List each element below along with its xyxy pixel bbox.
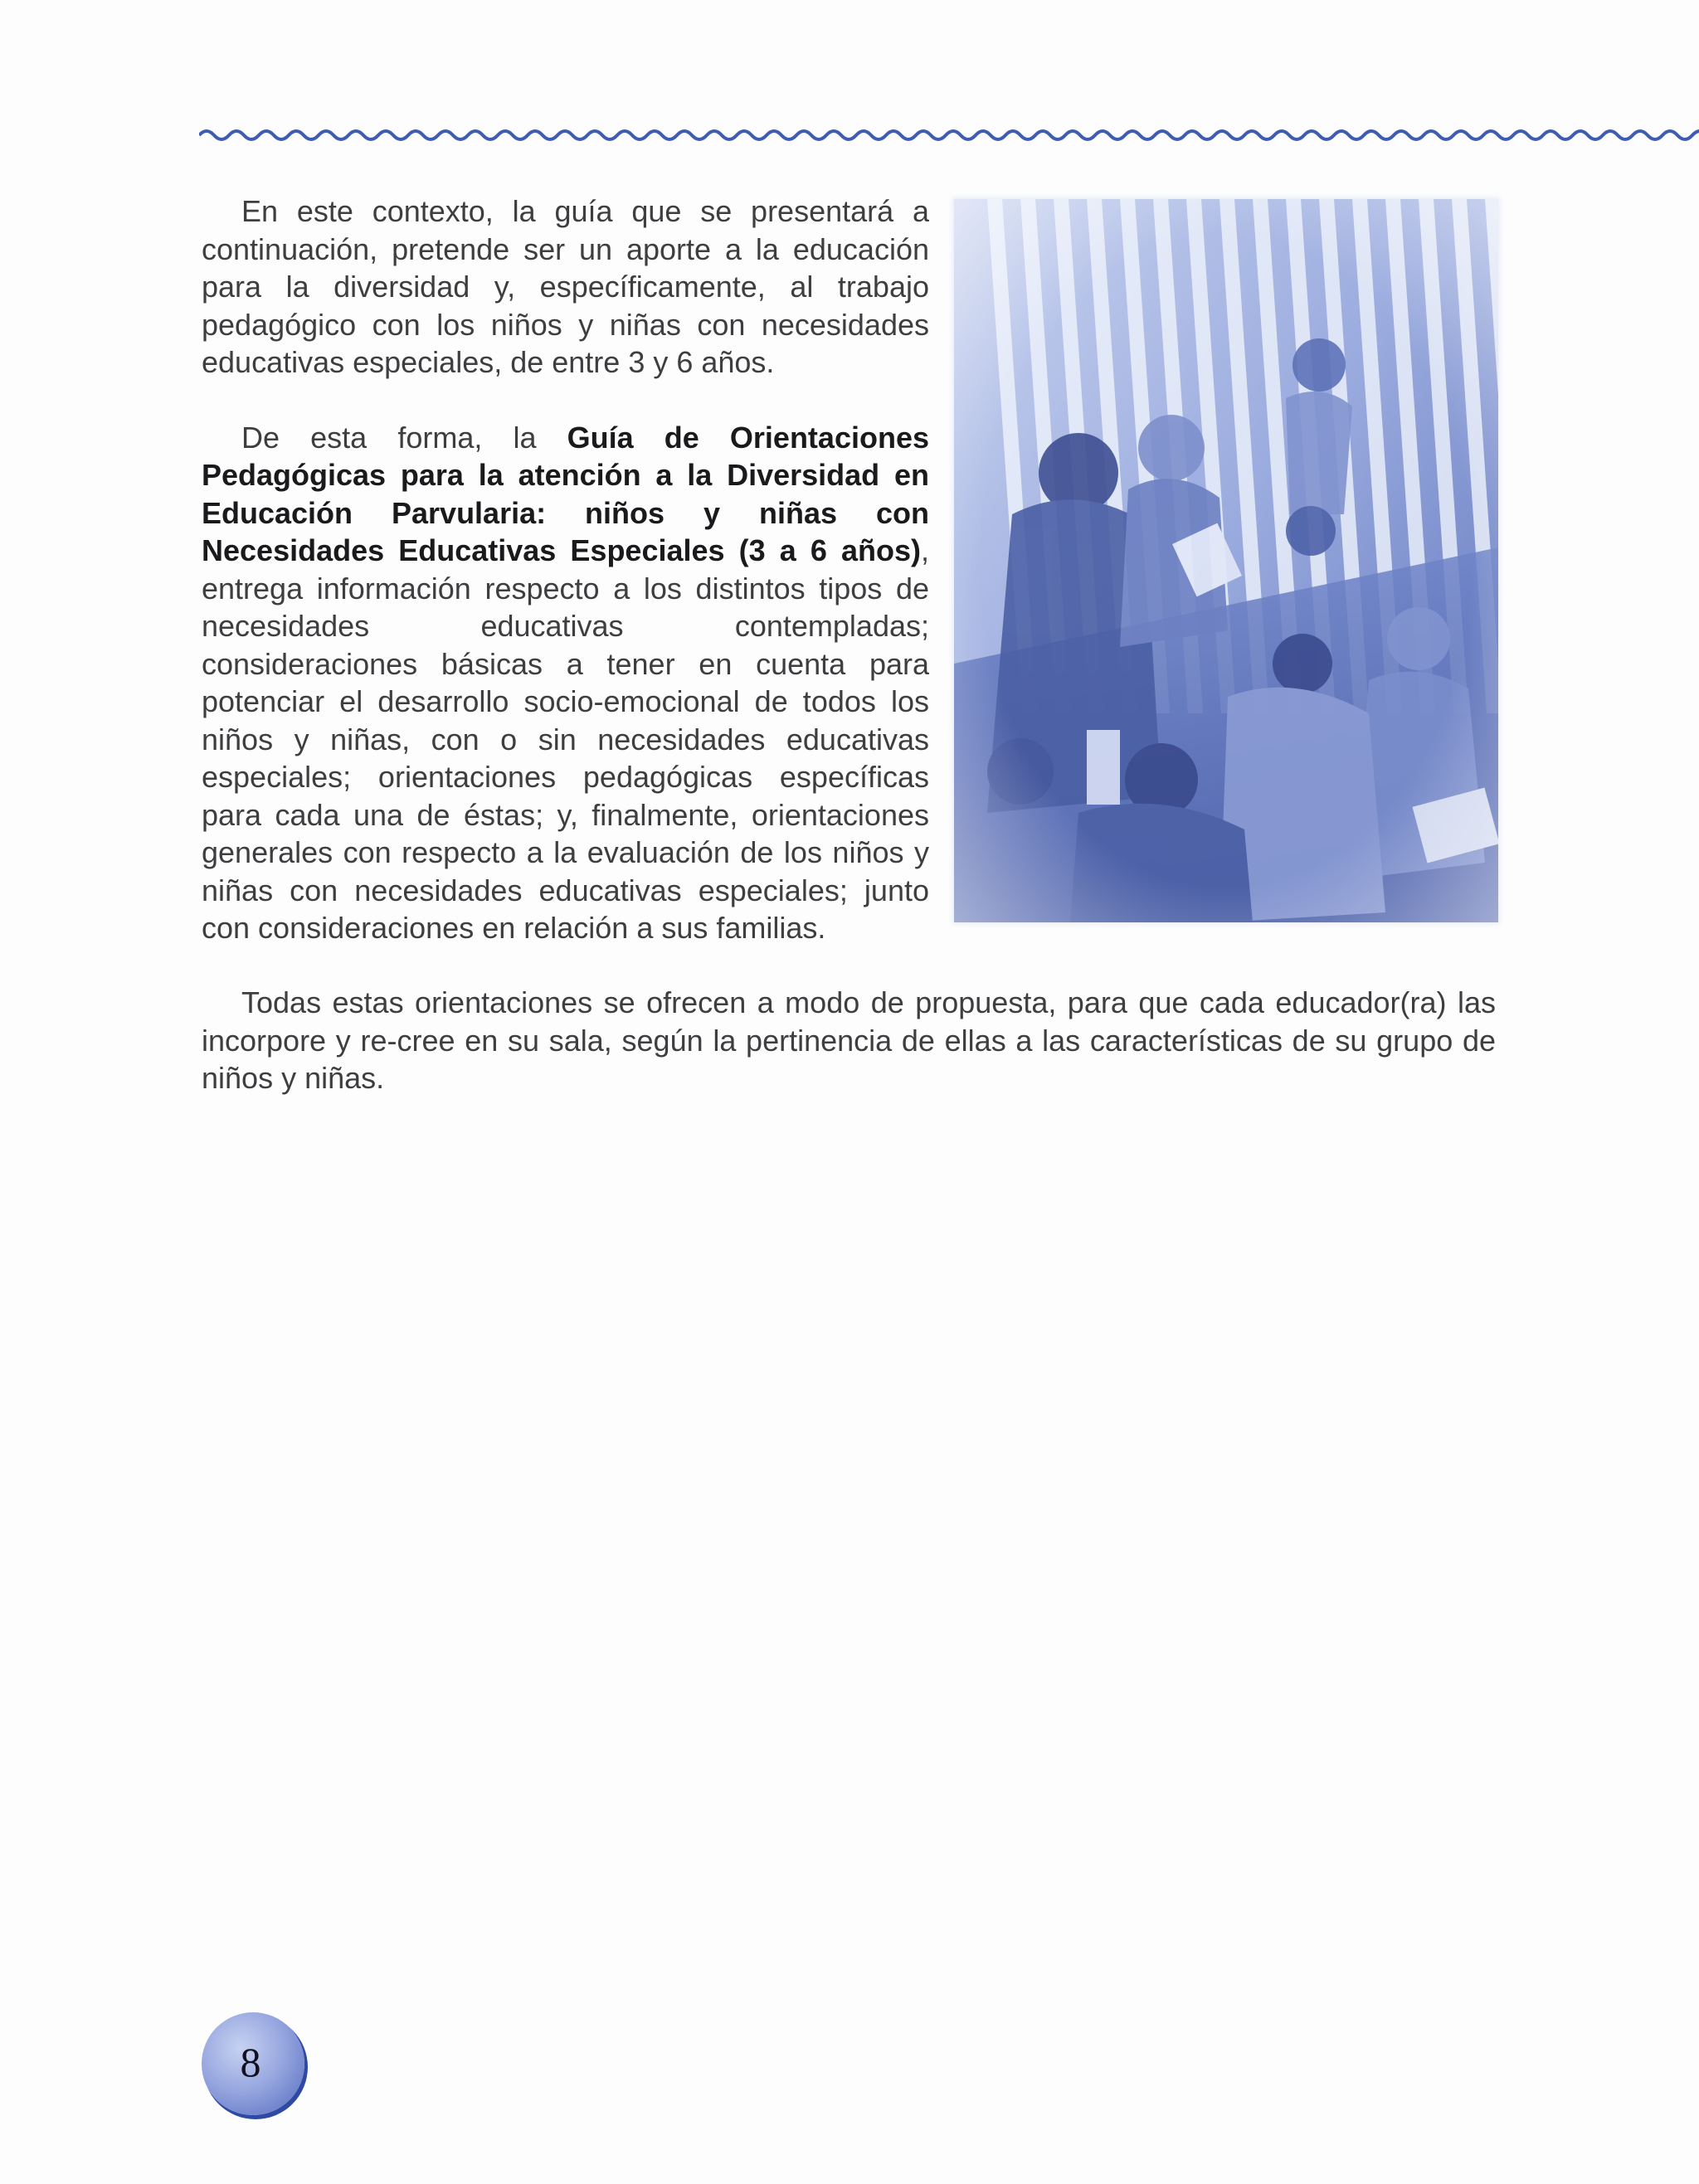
page-number: 8 — [240, 2039, 261, 2085]
paragraph-proposal: Todas estas orientaciones se ofrecen a modo de propuesta, para que cada educador(ra) las incorpore y re-cree en su sala, según la pertinencia de ellas a las características de su grupo de niños y niñas. — [202, 985, 1496, 1095]
page-number-badge — [202, 2012, 304, 2115]
photo-illustration — [954, 199, 1498, 922]
paragraph-context: En este contexto, la guía que se presentará a continuación, pretende ser un aporte a la educación para la diversidad y, específicamente, al trabajo pedagógico con los niños y niñas con necesidades educativas especiales, de entre 3 y 6 años. — [202, 194, 929, 379]
guide-title: Guía de Orientaciones Pedagógicas para la atención a la Diversidad en Educación Parvularia: niños y niñas con Necesidades Educativas Especiales (3 a 6 años) — [202, 420, 929, 567]
text-column — [202, 192, 929, 947]
paragraph-guide-description — [202, 419, 929, 947]
paragraph-guide-rest: , entrega información respecto a los distintos tipos de necesidades educativas contempladas; consideraciones básicas a tener en cuenta para potenciar el desarrollo socio-emocional de todos los niños y niñas, con o sin necesidades educativas especiales; orientaciones pedagógicas específicas para cada una de éstas; y, finalmente, orientaciones generales con respecto a la evaluación de los niños y niñas con necesidades educativas especiales; junto con consideraciones en relación a sus familias. — [202, 533, 929, 945]
header-wave-divider — [199, 123, 1699, 148]
paragraph-guide-intro: De esta forma, la — [241, 420, 567, 455]
children-classroom-photo — [954, 199, 1498, 922]
